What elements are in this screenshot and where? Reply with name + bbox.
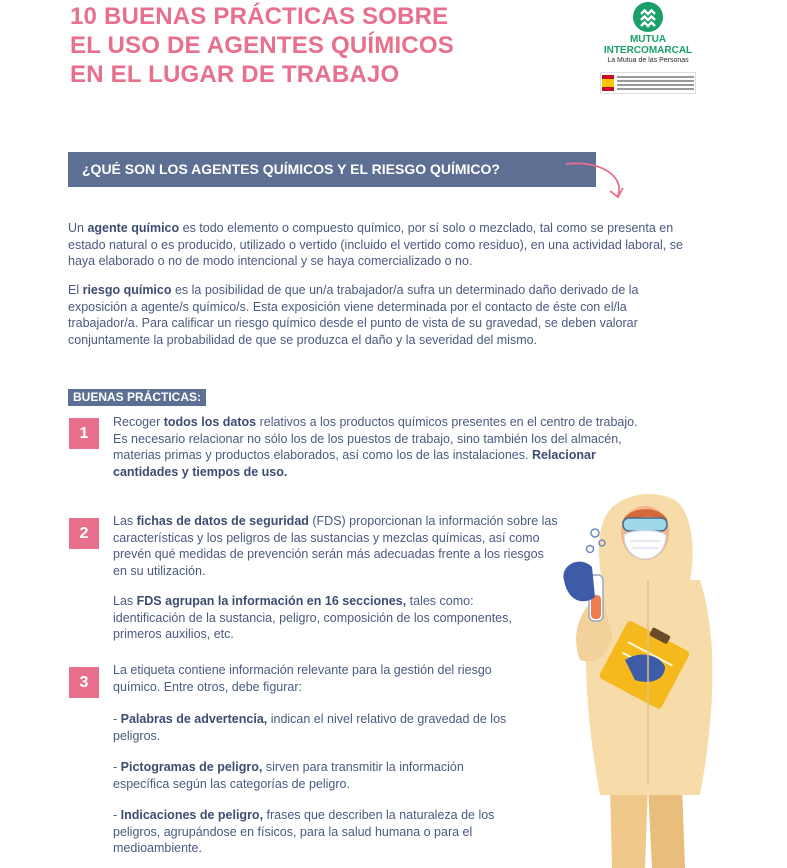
practice-1-text: Recoger todos los datos relativos a los productos químicos presentes en el centro de trabajo. Es necesario relacionar no sólo los de los puestos de trabajo, sino también los del almacén, materias primas y productos elaborados, así como los de las instalaciones. Relacionar cantidades y tiempos de uso. [113,415,638,479]
title-line-2: EL USO DE AGENTES QUÍMICOS [70,32,454,59]
logo-tagline: La Mutua de las Personas [607,57,689,64]
title-line-3: EN EL LUGAR DE TRABAJO [70,61,400,88]
definition-riesgo-quimico: El riesgo químico es la posibilidad de que un/a trabajador/a sufra un determinado daño derivado de la exposición a agente/s químico/s. Esta exposición viene determinada por el contacto de éste con el/la trabajador/a. Para calificar un riesgo químico desde el punto de vista de su gravedad, se deben valorar conjuntamente la probabilidad de que se produzca el daño y la severidad del mismo. [68,283,639,347]
mutua-logo-icon [633,2,663,32]
label-bullet-pictogramas: - Pictogramas de peligro, sirven para transmitir la información específica según las categorías de peligro. [113,760,464,791]
practice-2-text: Las fichas de datos de seguridad (FDS) proporcionan la información sobre las características y los peligros de las sustancias y mezclas químicas, así como prevén qué medidas de prevención serán más adecuadas frente a los riesgos en su utilización. [113,514,558,578]
label-bullet-indicaciones: - Indicaciones de peligro, frases que describen la naturaleza de los peligros, agrupándose en físicos, para la salud humana o para el medioambiente. [113,808,495,855]
practice-number-2: 2 [69,518,99,549]
practice-number-1: 1 [69,418,99,449]
label-bullet-palabras: - Palabras de advertencia, indican el nivel relativo de gravedad de los peligros. [113,712,507,743]
curved-arrow-icon [560,158,630,203]
chemical-worker-illustration [540,485,740,868]
logo-brand-line2: INTERCOMARCAL [603,45,693,56]
page-title [70,2,454,89]
practice-number-3: 3 [69,667,99,698]
mutua-logo [598,2,698,94]
title-line-1: 10 BUENAS PRÁCTICAS SOBRE [70,3,449,30]
section-heading: ¿QUÉ SON LOS AGENTES QUÍMICOS Y EL RIESGO QUÍMICO? [68,152,596,187]
practice-2-text-secondary: Las FDS agrupan la información en 16 secciones, tales como: identificación de la sustancia, peligro, composición de los componentes, primeros auxilios, etc. [113,594,512,641]
practices-label: BUENAS PRÁCTICAS: [68,389,206,406]
practice-3-intro: La etiqueta contiene información relevante para la gestión del riesgo químico. Entre otros, debe figurar: [113,663,492,694]
logo-brand-line1: MUTUA [629,34,667,45]
definition-agente-quimico: Un agente químico es todo elemento o compuesto químico, por sí solo o mezclado, tal como se presenta en estado natural o es producido, utilizado o vertido (incluido el vertido como residuo), en una actividad laboral, se haya elaborado o no de modo intencional y se haya comercializado o no. [68,221,683,268]
government-seal-icon [600,72,696,94]
